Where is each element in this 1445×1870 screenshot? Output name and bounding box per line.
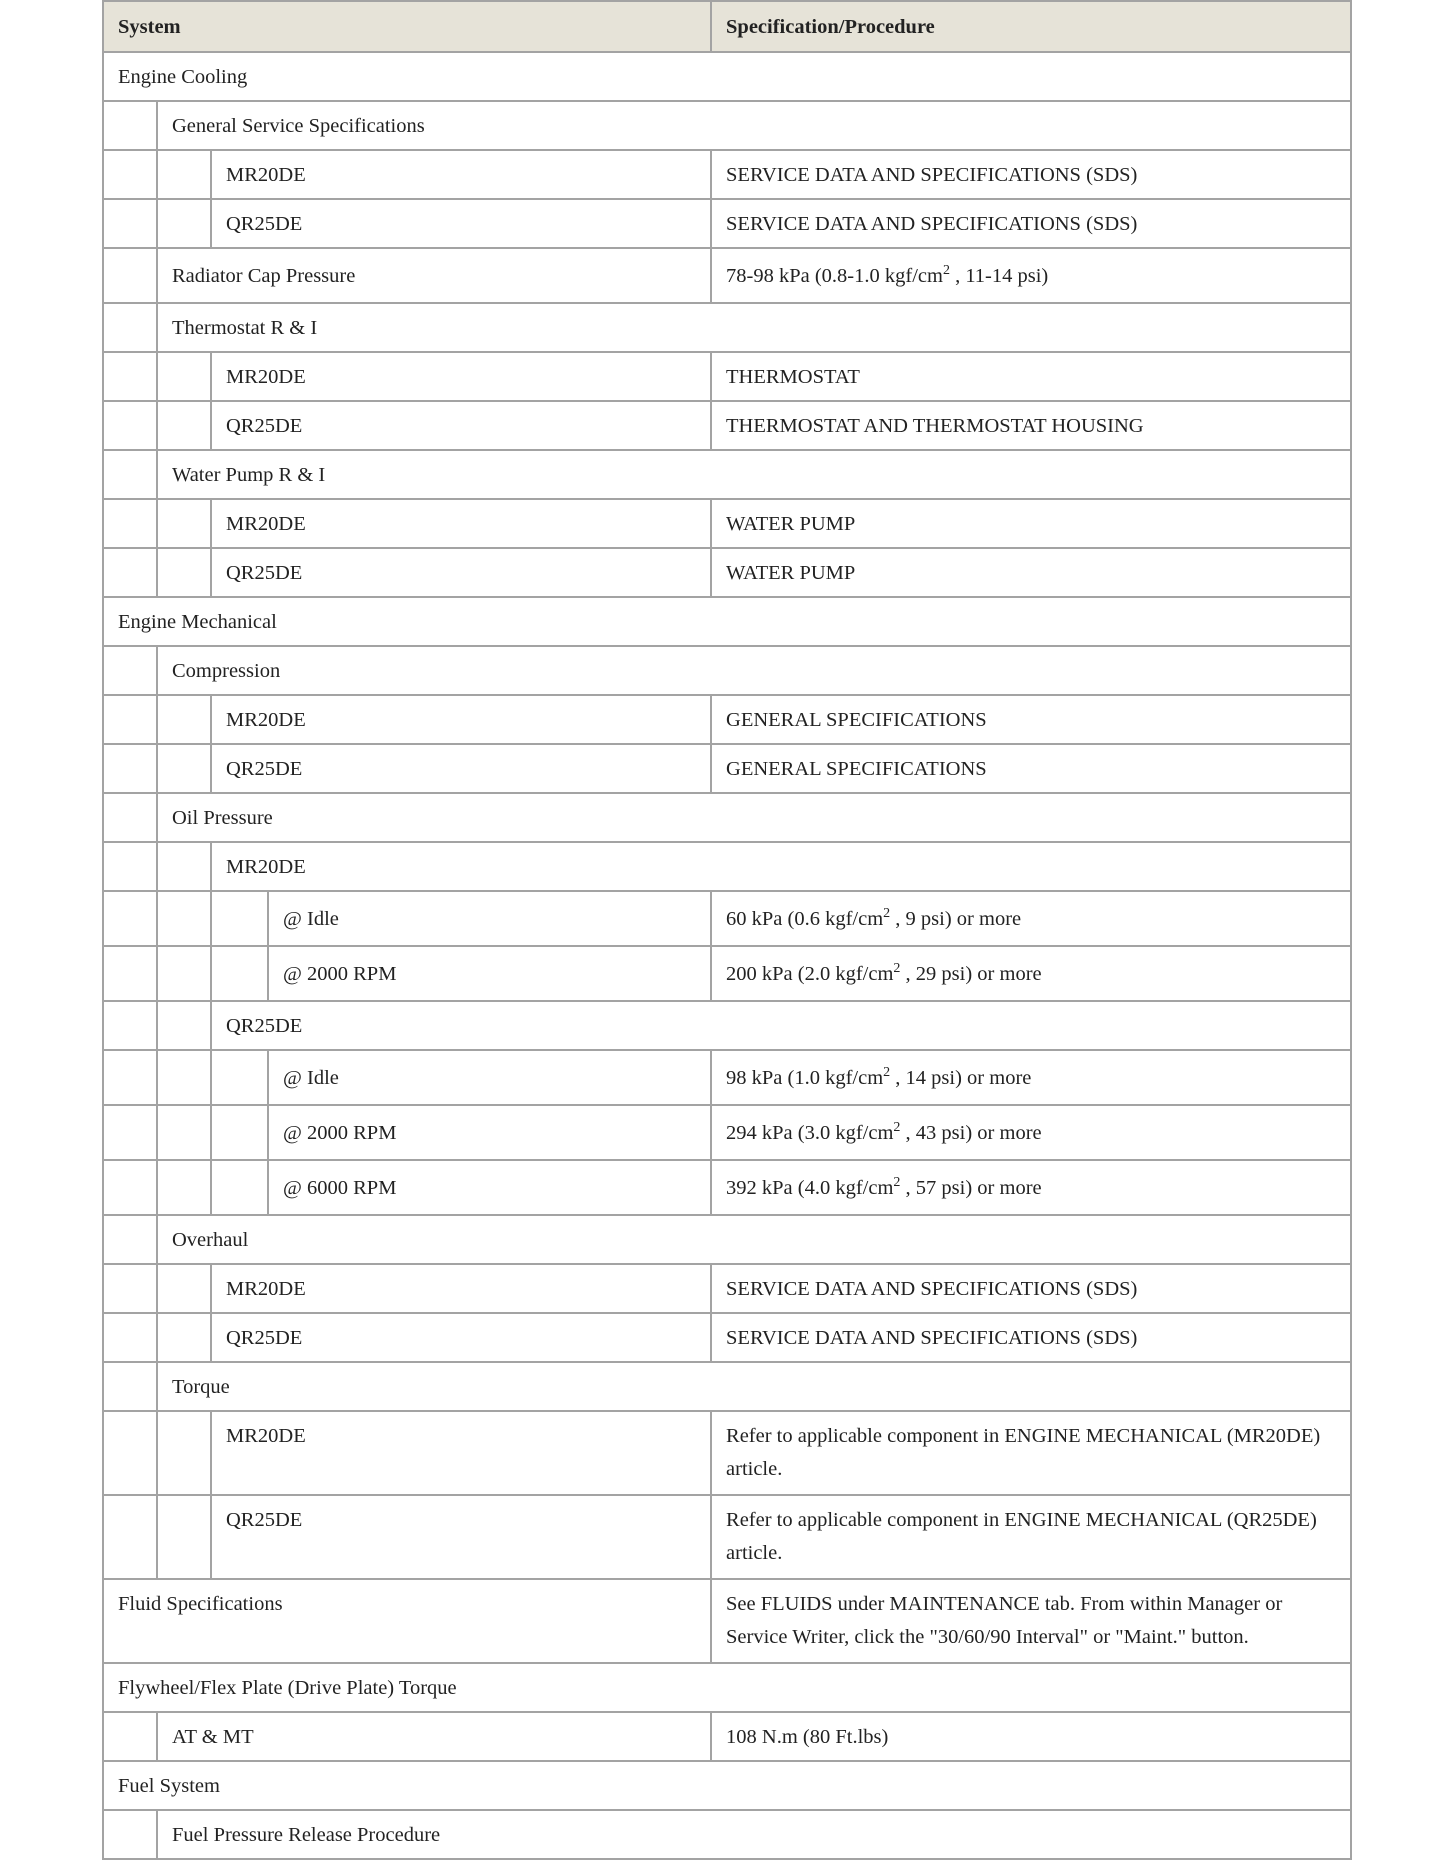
indent-cell [157,1105,211,1160]
spec-value: Refer to applicable component in ENGINE MECHANICAL (QR25DE) article. [711,1495,1351,1579]
indent-cell [103,248,157,303]
indent-cell [103,499,157,548]
indent-cell [103,548,157,597]
table-row [103,1411,1351,1495]
superscript: 2 [893,960,901,976]
spec-value [711,1050,1351,1105]
spec-value: GENERAL SPECIFICATIONS [711,695,1351,744]
indent-cell [157,548,211,597]
value-text: , 43 psi) or more [900,1121,1042,1144]
indent-cell [103,1264,157,1313]
table-row [103,499,1351,548]
at-mt-label: AT & MT [157,1712,711,1761]
indent-cell [157,1001,211,1050]
indent-cell [157,1411,211,1495]
indent-cell [103,842,157,891]
indent-cell [103,891,157,946]
engine-label: QR25DE [211,744,711,793]
spec-value [711,248,1351,303]
spec-value: See FLUIDS under MAINTENANCE tab. From within Manager or Service Writer, click the "30/60/90 Interval" or "Maint." button. [711,1579,1351,1663]
value-text: 392 kPa (4.0 kgf/cm [726,1176,894,1199]
engine-label: MR20DE [211,842,1351,891]
spec-value [711,946,1351,1001]
condition-label: @ 2000 RPM [268,946,711,1001]
spec-value: Refer to applicable component in ENGINE MECHANICAL (MR20DE) article. [711,1411,1351,1495]
engine-label: QR25DE [211,1313,711,1362]
table-row [103,1761,1351,1810]
superscript: 2 [883,905,891,921]
indent-cell [157,352,211,401]
condition-label: @ Idle [268,891,711,946]
section-fuel-system: Fuel System [103,1761,1351,1810]
subsection-oil-pressure: Oil Pressure [157,793,1351,842]
engine-label: MR20DE [211,352,711,401]
spec-value: THERMOSTAT AND THERMOSTAT HOUSING [711,401,1351,450]
table-row [103,891,1351,946]
table-row [103,1105,1351,1160]
header-row [103,1,1351,52]
indent-cell [157,891,211,946]
indent-cell [103,101,157,150]
spec-value: THERMOSTAT [711,352,1351,401]
header-spec: Specification/Procedure [711,1,1351,52]
spec-value: SERVICE DATA AND SPECIFICATIONS (SDS) [711,1313,1351,1362]
value-text: , 29 psi) or more [900,962,1042,985]
indent-cell [103,199,157,248]
indent-cell [103,1050,157,1105]
table-row [103,1362,1351,1411]
indent-cell [103,744,157,793]
indent-cell [103,1712,157,1761]
spec-value: GENERAL SPECIFICATIONS [711,744,1351,793]
indent-cell [103,150,157,199]
indent-cell [103,1160,157,1215]
table-row [103,1712,1351,1761]
indent-cell [103,303,157,352]
indent-cell [103,1215,157,1264]
indent-cell [157,1160,211,1215]
table-row [103,1663,1351,1712]
table-row [103,548,1351,597]
indent-cell [211,1160,268,1215]
indent-cell [211,1050,268,1105]
indent-cell [157,150,211,199]
indent-cell [157,1495,211,1579]
table-row [103,1495,1351,1579]
table-row [103,1579,1351,1663]
indent-cell [103,1105,157,1160]
condition-label: @ 2000 RPM [268,1105,711,1160]
section-engine-mechanical: Engine Mechanical [103,597,1351,646]
table-row [103,303,1351,352]
indent-cell [157,401,211,450]
indent-cell [103,1313,157,1362]
spec-value: SERVICE DATA AND SPECIFICATIONS (SDS) [711,150,1351,199]
indent-cell [103,450,157,499]
engine-label: QR25DE [211,401,711,450]
section-engine-cooling: Engine Cooling [103,52,1351,101]
value-text: 98 kPa (1.0 kgf/cm [726,1066,884,1089]
indent-cell [157,1264,211,1313]
indent-cell [103,1362,157,1411]
condition-label: @ 6000 RPM [268,1160,711,1215]
indent-cell [103,1495,157,1579]
subsection-torque: Torque [157,1362,1351,1411]
superscript: 2 [893,1119,901,1135]
value-text: , 57 psi) or more [900,1176,1042,1199]
indent-cell [103,1001,157,1050]
table-row [103,946,1351,1001]
section-fluid-specs: Fluid Specifications [103,1579,711,1663]
table-row [103,248,1351,303]
indent-cell [211,946,268,1001]
value-text: 78-98 kPa (0.8-1.0 kgf/cm [726,264,943,287]
table-row [103,1001,1351,1050]
table-row [103,1313,1351,1362]
spec-value [711,1160,1351,1215]
table-row [103,101,1351,150]
value-text: , 11-14 psi) [949,264,1049,287]
indent-cell [157,695,211,744]
table-row [103,842,1351,891]
table-row [103,352,1351,401]
indent-cell [103,401,157,450]
table-row [103,401,1351,450]
table-row [103,1810,1351,1859]
subsection-thermostat: Thermostat R & I [157,303,1351,352]
superscript: 2 [893,1174,901,1190]
spec-value [711,891,1351,946]
superscript: 2 [883,1064,891,1080]
table-row [103,199,1351,248]
table-row [103,646,1351,695]
indent-cell [157,499,211,548]
value-text: , 9 psi) or more [890,907,1022,930]
indent-cell [103,946,157,1001]
indent-cell [157,946,211,1001]
engine-label: QR25DE [211,199,711,248]
table-row [103,695,1351,744]
engine-label: QR25DE [211,548,711,597]
spec-value: SERVICE DATA AND SPECIFICATIONS (SDS) [711,1264,1351,1313]
condition-label: @ Idle [268,1050,711,1105]
value-text: 60 kPa (0.6 kgf/cm [726,907,884,930]
spec-value: 108 N.m (80 Ft.lbs) [711,1712,1351,1761]
indent-cell [103,352,157,401]
table-row [103,52,1351,101]
superscript: 2 [942,262,950,278]
indent-cell [103,646,157,695]
spec-value: SERVICE DATA AND SPECIFICATIONS (SDS) [711,199,1351,248]
engine-label: QR25DE [211,1495,711,1579]
spec-table [102,0,1352,1860]
table-row [103,1215,1351,1264]
indent-cell [103,1411,157,1495]
engine-label: MR20DE [211,499,711,548]
subsection-general-service: General Service Specifications [157,101,1351,150]
subsection-overhaul: Overhaul [157,1215,1351,1264]
spec-value: WATER PUMP [711,499,1351,548]
subsection-fuel-pressure-release: Fuel Pressure Release Procedure [157,1810,1351,1859]
header-system: System [103,1,711,52]
engine-label: MR20DE [211,1264,711,1313]
spec-value [711,1105,1351,1160]
table-row [103,1264,1351,1313]
value-text: , 14 psi) or more [890,1066,1032,1089]
spec-value: WATER PUMP [711,548,1351,597]
indent-cell [211,1105,268,1160]
indent-cell [157,842,211,891]
indent-cell [103,793,157,842]
indent-cell [157,1050,211,1105]
indent-cell [157,1313,211,1362]
indent-cell [157,744,211,793]
value-text: 200 kPa (2.0 kgf/cm [726,962,894,985]
subsection-compression: Compression [157,646,1351,695]
table-row [103,1050,1351,1105]
table-row [103,597,1351,646]
indent-cell [103,695,157,744]
indent-cell [211,891,268,946]
table-row [103,1160,1351,1215]
indent-cell [103,1810,157,1859]
table-row [103,450,1351,499]
section-flywheel: Flywheel/Flex Plate (Drive Plate) Torque [103,1663,1351,1712]
radiator-cap-label: Radiator Cap Pressure [157,248,711,303]
engine-label: MR20DE [211,1411,711,1495]
table-row [103,150,1351,199]
indent-cell [157,199,211,248]
table-row [103,793,1351,842]
table-row [103,744,1351,793]
engine-label: QR25DE [211,1001,1351,1050]
subsection-water-pump: Water Pump R & I [157,450,1351,499]
value-text: 294 kPa (3.0 kgf/cm [726,1121,894,1144]
engine-label: MR20DE [211,695,711,744]
engine-label: MR20DE [211,150,711,199]
